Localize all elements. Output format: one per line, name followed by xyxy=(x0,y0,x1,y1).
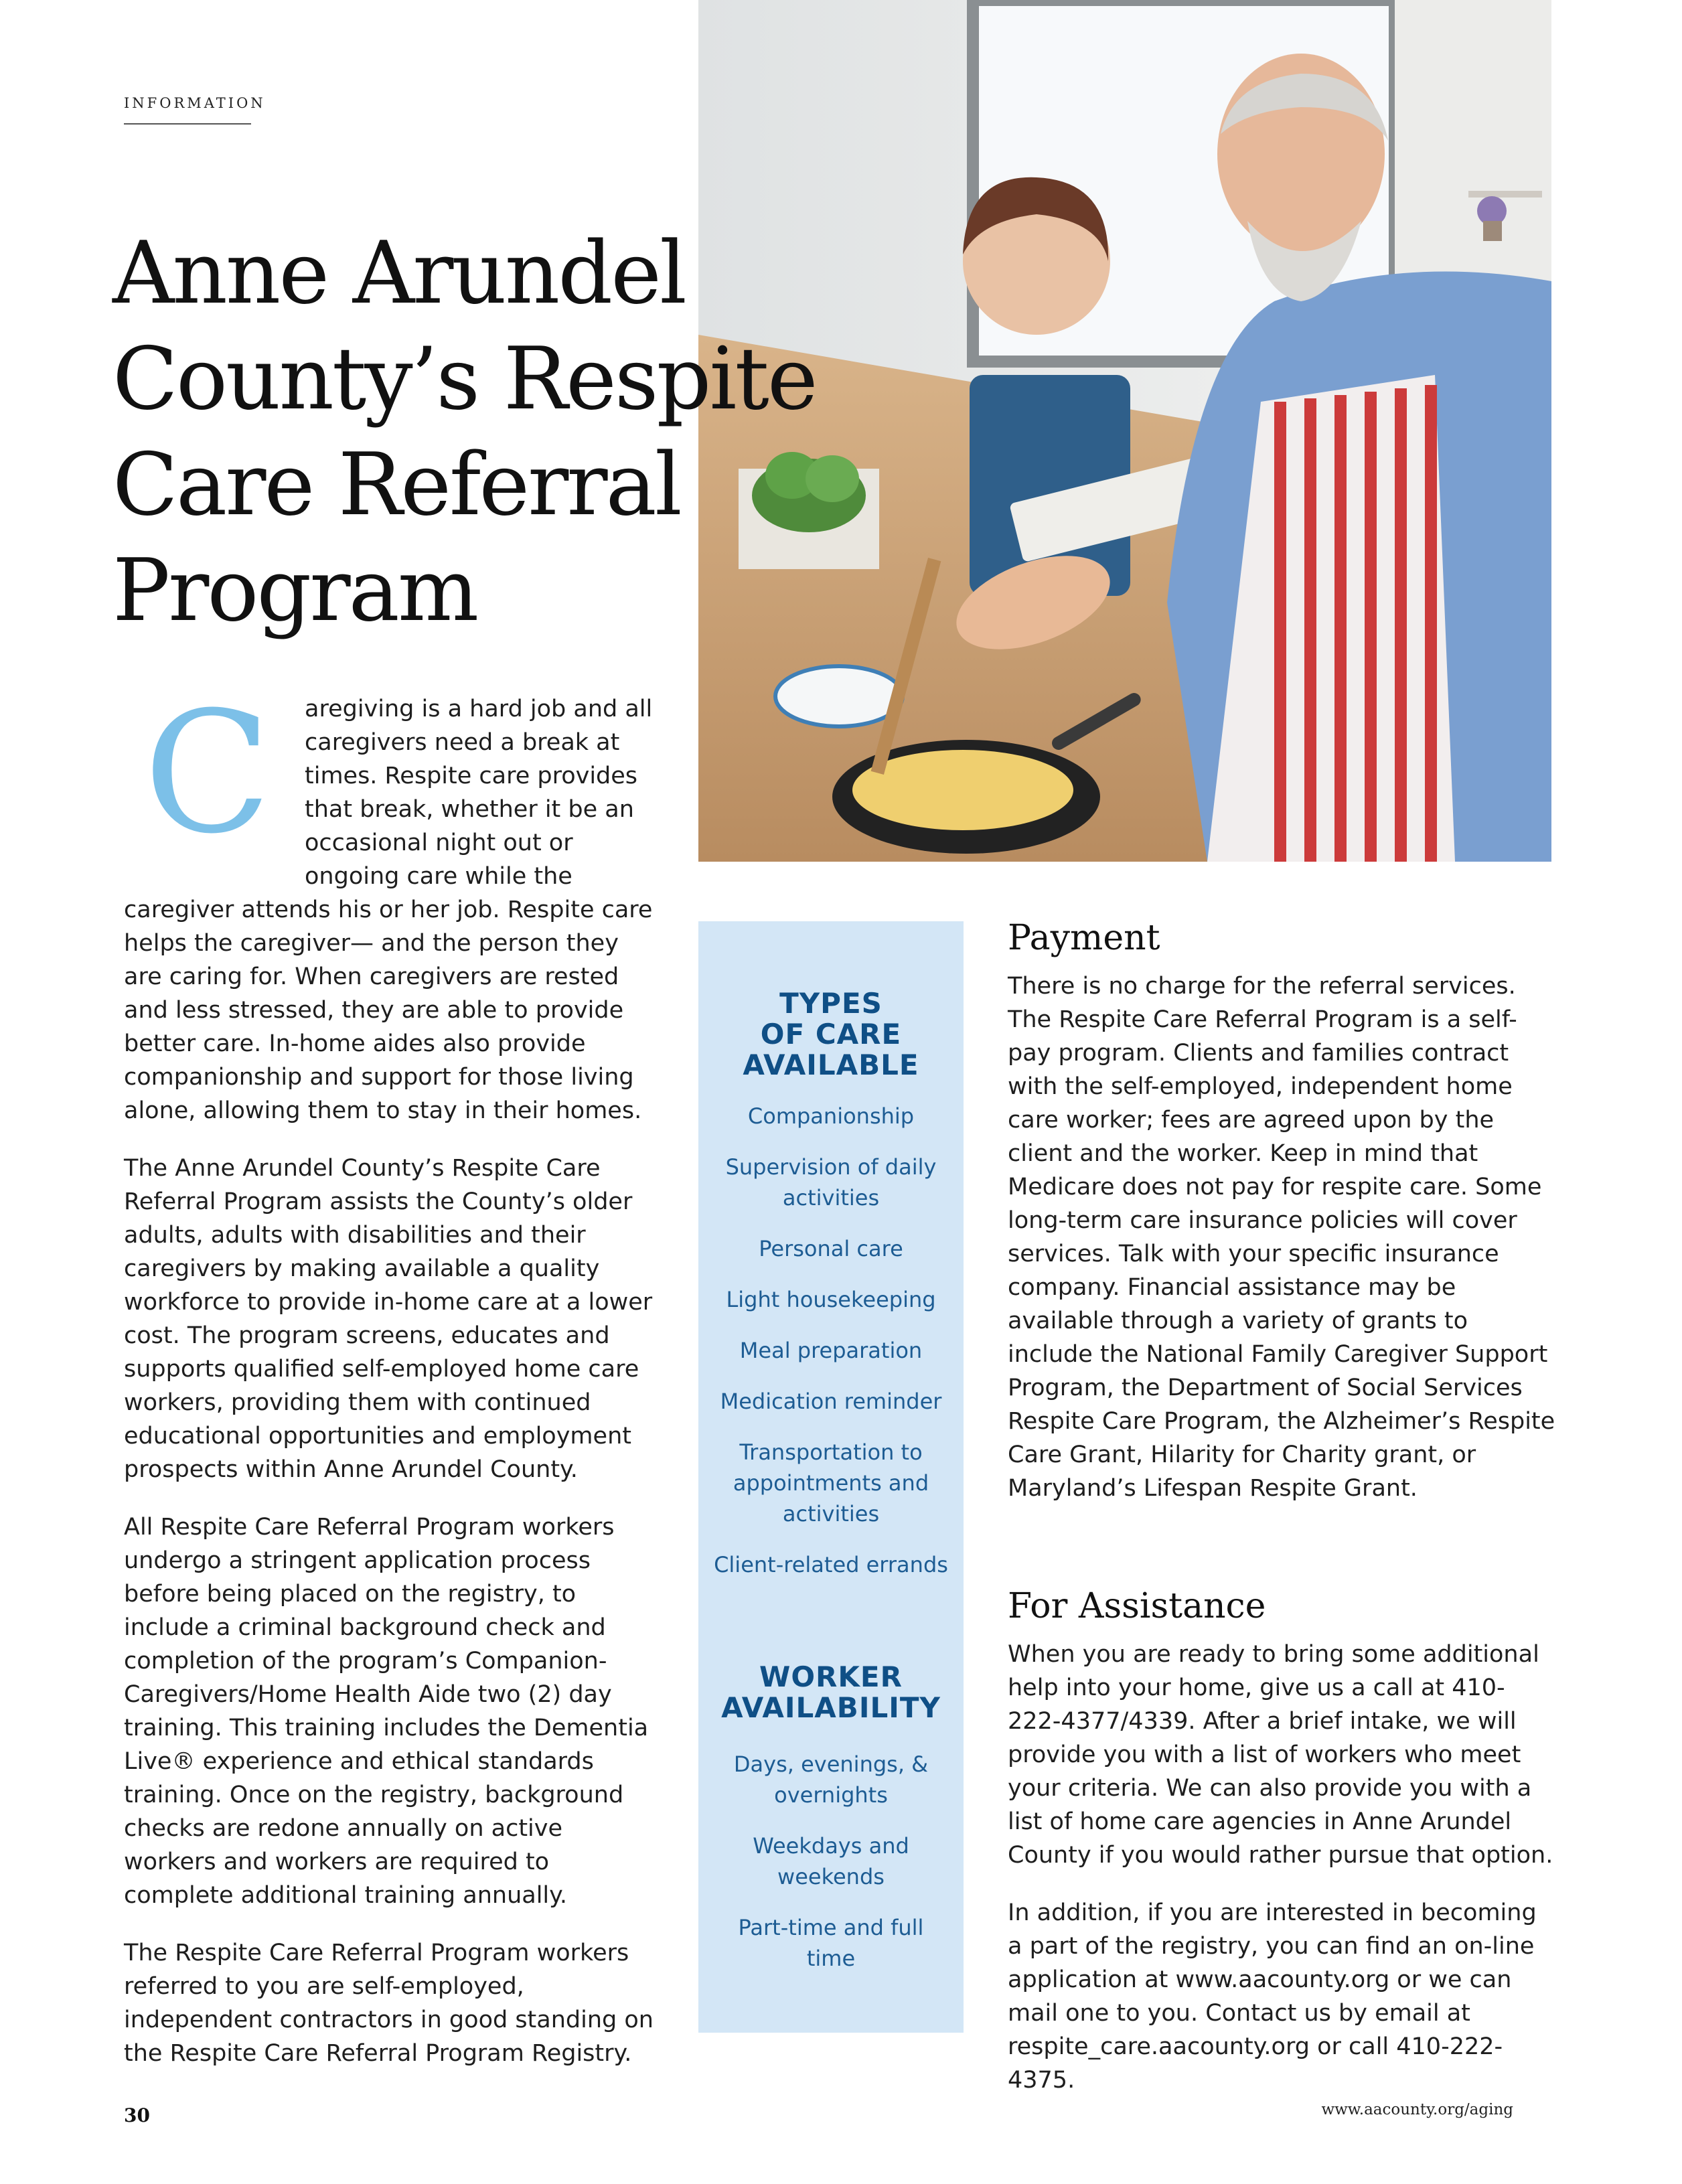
title-line: Anne Arundel xyxy=(112,224,685,323)
section-rule xyxy=(124,123,251,125)
heading-line: OF CARE xyxy=(760,1018,902,1050)
list-item: Medication reminder xyxy=(720,1389,942,1414)
worker-availability-list xyxy=(712,1749,950,1994)
list-item: Meal preparation xyxy=(739,1338,923,1363)
payment-paragraph: There is no charge for the referral services. The Respite Care Referral Program is a self-pay program. Clients and families contract with the self-employed, independent home care worker; fees are agreed upon by the client and the worker. Keep in mind that Medicare does not pay for respite care. Some long-term care insurance policies will cover services. Talk with your specific insurance company. Financial assistance may be available through a variety of grants to include the National Family Caregiver Support Program, the Department of Social Services Respite Care Program, the Alzheimer’s Respite Care Grant, Hilarity for Charity grant, or Maryland’s Lifespan Respite Grant. xyxy=(1008,973,1555,1502)
heading-line: AVAILABLE xyxy=(743,1048,919,1081)
list-item: Days, evenings, & overnights xyxy=(733,1751,929,1808)
body-paragraph: All Respite Care Referral Program workers undergo a stringent application process before being placed on the registry, to include a criminal background check and completion of the program’s Companion-Caregivers/Home Health Aide two (2) day training. This training includes the Dementia Live® experience and ethical standards training. Once on the registry, background checks are redone annually on active workers and workers are required to complete additional training annually. xyxy=(124,1514,649,1909)
payment-heading: Payment xyxy=(1008,918,1160,958)
heading-line: AVAILABILITY xyxy=(721,1691,941,1724)
list-item: Supervision of daily activities xyxy=(725,1154,937,1211)
heading-line: WORKER xyxy=(759,1660,903,1693)
section-label: INFORMATION xyxy=(124,95,266,111)
title-line: Care Referral xyxy=(112,435,680,535)
list-item: Light housekeeping xyxy=(726,1287,936,1312)
list-item: Transportation to appointments and activities xyxy=(733,1439,929,1527)
intro-paragraph xyxy=(124,676,660,1127)
page-number: 30 xyxy=(124,2104,150,2126)
list-item: Part-time and full time xyxy=(738,1915,924,1971)
sidebar-box xyxy=(698,921,964,2033)
footer-url: www.aacounty.org/aging xyxy=(1321,2101,1513,2118)
right-article-column xyxy=(1008,916,1557,2121)
intro-text: aregiving is a hard job and all caregivers need a break at times. Respite care provides that break, whether it be an occasional night out or ongoing care while the caregiver attends his or her job. Respite care helps the caregiver— and the person they are caring for. When caregivers are rested and less stressed, they are able to provide better care. In-home aides also provide companionship and support for those living alone, allowing them to stay in their homes. xyxy=(124,696,653,1124)
drop-cap: C xyxy=(143,676,272,870)
types-of-care-heading xyxy=(698,988,964,1081)
main-article-column xyxy=(124,676,660,2094)
types-of-care-list xyxy=(712,1101,950,1600)
title-line: Program xyxy=(112,541,477,641)
title-line: County’s Respite xyxy=(112,329,816,429)
body-paragraph: The Respite Care Referral Program workers referred to you are self-employed, independent contractors in good standing on the Respite Care Referral Program Registry. xyxy=(124,1940,654,2067)
assistance-heading: For Assistance xyxy=(1008,1586,1266,1626)
assistance-paragraph: In addition, if you are interested in becoming a part of the registry, you can find an on-line application at www.aacounty.org or we can mail one to you. Contact us by email at respite_care.aacounty.org or call 410-222-4375. xyxy=(1008,1899,1537,2094)
list-item: Personal care xyxy=(759,1236,903,1261)
list-item: Weekdays and weekends xyxy=(753,1833,909,1889)
worker-availability-heading xyxy=(698,1662,964,1723)
list-item: Companionship xyxy=(747,1103,915,1129)
heading-line: TYPES xyxy=(779,987,883,1020)
body-paragraph: The Anne Arundel County’s Respite Care Referral Program assists the County’s older adults, adults with disabilities and their caregivers by making available a quality workforce to provide in-home care at a lower cost. The program screens, educates and supports qualified self-employed home care workers, providing them with continued educational opportunities and employment prospects within Anne Arundel County. xyxy=(124,1155,653,1483)
list-item: Client-related errands xyxy=(714,1552,948,1577)
page-title xyxy=(112,221,970,644)
assistance-paragraph: When you are ready to bring some additional help into your home, give us a call at 410-222-4377/4339. After a brief intake, we will provide you with a list of workers who meet your criteria. We can also provide you with a list of home care agencies in Anne Arundel County if you would rather pursue that option. xyxy=(1008,1641,1553,1869)
